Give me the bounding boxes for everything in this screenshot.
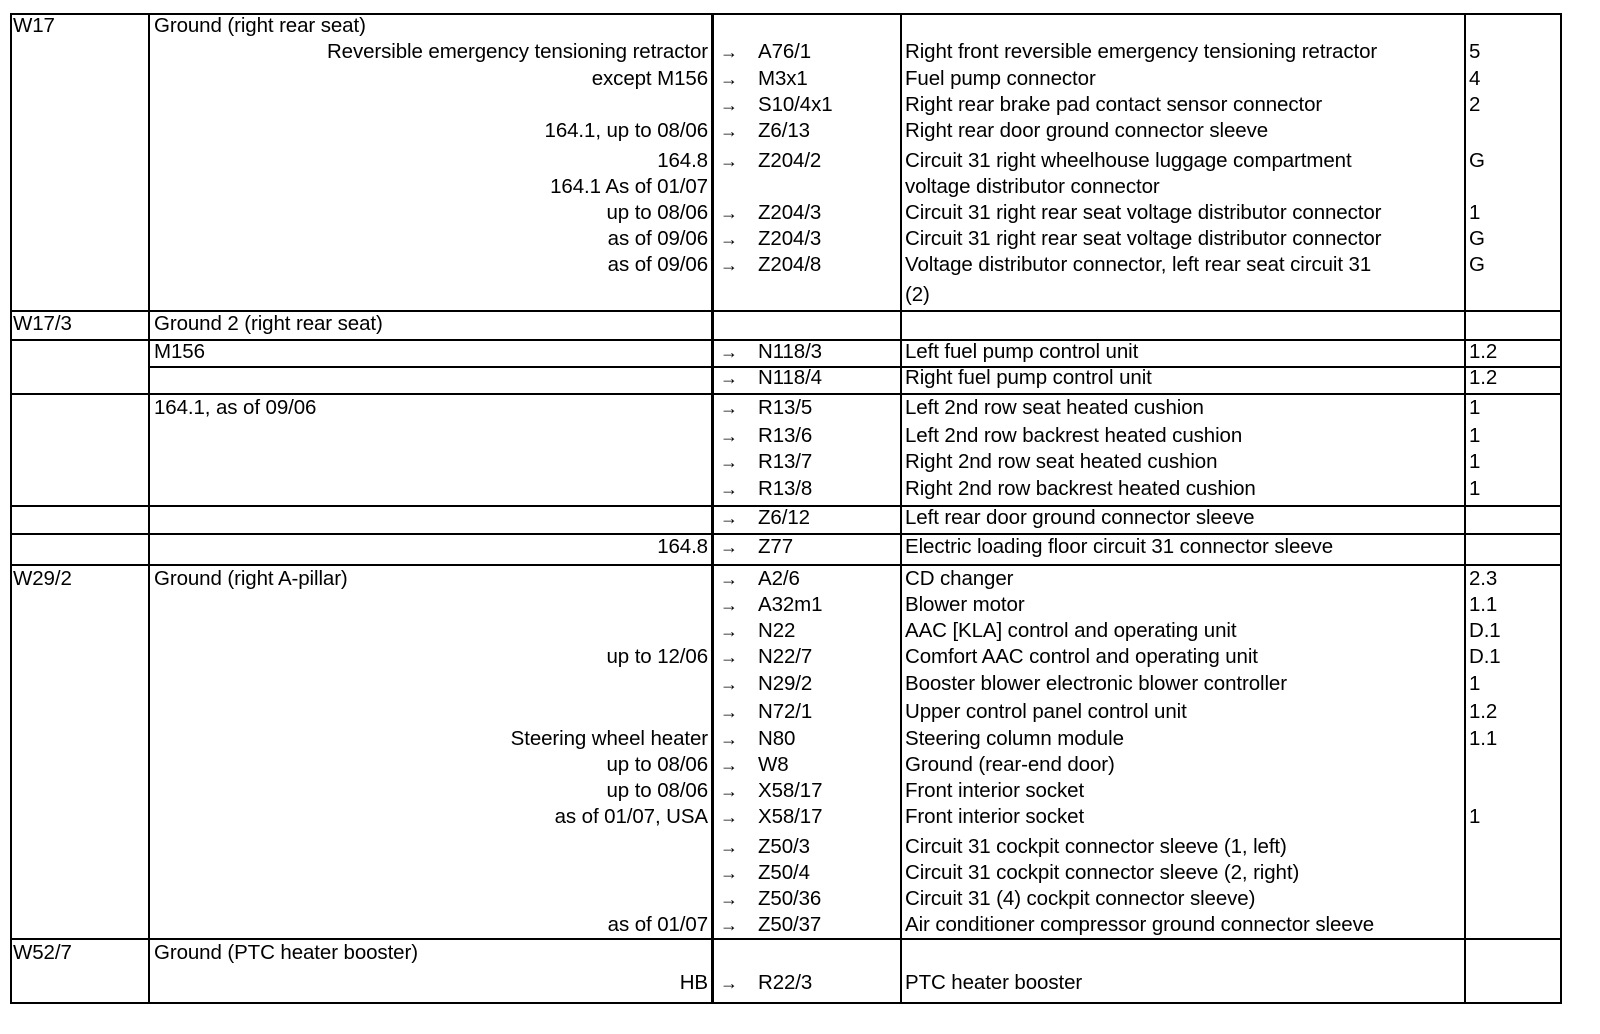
reference-value: 1.1 xyxy=(1469,727,1498,750)
arrow-icon: → xyxy=(720,537,738,557)
component-description: Circuit 31 right rear seat voltage distributor connector xyxy=(905,201,1382,224)
component-description: Circuit 31 right rear seat voltage distributor connector xyxy=(905,227,1382,250)
condition-text: 164.8 xyxy=(657,535,708,558)
component-code: N72/1 xyxy=(758,700,813,723)
component-description: Booster blower electronic blower controller xyxy=(905,672,1287,695)
arrow-icon: → xyxy=(720,863,738,883)
component-code: Z6/13 xyxy=(758,119,810,142)
component-description: Right front reversible emergency tensioning retractor xyxy=(905,40,1378,63)
arrow-icon: → xyxy=(720,807,738,827)
col-divider-1 xyxy=(148,13,150,1004)
col-divider-3 xyxy=(900,13,902,1004)
arrow-icon: → xyxy=(720,398,738,418)
component-description: Right 2nd row backrest heated cushion xyxy=(905,477,1256,500)
condition-text: Steering wheel heater xyxy=(510,727,708,750)
component-code: Z50/36 xyxy=(758,887,822,910)
section-description: Ground (right rear seat) xyxy=(154,14,366,37)
component-description: Front interior socket xyxy=(905,779,1085,802)
component-description: Steering column module xyxy=(905,727,1124,750)
component-code: A76/1 xyxy=(758,40,812,63)
component-code: Z77 xyxy=(758,535,794,558)
section-id: W29/2 xyxy=(13,567,72,590)
component-code: A2/6 xyxy=(758,567,800,590)
condition-text: except M156 xyxy=(591,67,708,90)
component-code: N29/2 xyxy=(758,672,813,695)
col-divider-2 xyxy=(711,13,714,1004)
reference-value: 1 xyxy=(1469,672,1481,695)
row-rule-partial xyxy=(149,366,1562,368)
component-code: M3x1 xyxy=(758,67,808,90)
condition-text: up to 08/06 xyxy=(606,753,708,776)
group-label: M156 xyxy=(154,340,205,363)
component-code: N80 xyxy=(758,727,796,750)
component-description: Voltage distributor connector, left rear seat circuit 31 xyxy=(905,253,1372,276)
component-code: R13/6 xyxy=(758,424,813,447)
component-description: Electric loading floor circuit 31 connector sleeve xyxy=(905,535,1333,558)
arrow-icon: → xyxy=(720,729,738,749)
component-code: Z204/3 xyxy=(758,201,822,224)
arrow-icon: → xyxy=(720,42,738,62)
component-description: Circuit 31 cockpit connector sleeve (2, right) xyxy=(905,861,1300,884)
condition-text: 164.1 As of 01/07 xyxy=(550,175,708,198)
component-description: Front interior socket xyxy=(905,805,1085,828)
component-description-continued: voltage distributor connector xyxy=(905,175,1160,198)
arrow-icon: → xyxy=(720,229,738,249)
component-description: Blower motor xyxy=(905,593,1025,616)
condition-text: Reversible emergency tensioning retractor xyxy=(326,40,708,63)
arrow-icon: → xyxy=(720,151,738,171)
reference-value: 1 xyxy=(1469,201,1481,224)
reference-value: 1 xyxy=(1469,424,1481,447)
condition-text: up to 08/06 xyxy=(606,779,708,802)
arrow-icon: → xyxy=(720,452,738,472)
component-code: Z50/37 xyxy=(758,913,822,936)
component-code: N22 xyxy=(758,619,796,642)
arrow-icon: → xyxy=(720,621,738,641)
component-code: Z204/2 xyxy=(758,149,822,172)
arrow-icon: → xyxy=(720,342,738,362)
component-description: Air conditioner compressor ground connector sleeve xyxy=(905,913,1375,936)
arrow-icon: → xyxy=(720,595,738,615)
reference-value: 1.1 xyxy=(1469,593,1498,616)
section-id: W17 xyxy=(13,14,55,37)
arrow-icon: → xyxy=(720,508,738,528)
component-code: Z204/8 xyxy=(758,253,822,276)
arrow-icon: → xyxy=(720,569,738,589)
reference-value: G xyxy=(1469,253,1485,276)
component-description-continued: (2) xyxy=(905,283,930,306)
component-description: Left rear door ground connector sleeve xyxy=(905,506,1255,529)
reference-value: 2.3 xyxy=(1469,567,1498,590)
component-code: S10/4x1 xyxy=(758,93,833,116)
component-description: Left 2nd row seat heated cushion xyxy=(905,396,1204,419)
component-description: CD changer xyxy=(905,567,1014,590)
reference-value: 2 xyxy=(1469,93,1481,116)
condition-text: 164.8 xyxy=(657,149,708,172)
arrow-icon: → xyxy=(720,915,738,935)
component-description: Upper control panel control unit xyxy=(905,700,1187,723)
section-description: Ground (right A-pillar) xyxy=(154,567,348,590)
reference-value: 1 xyxy=(1469,477,1481,500)
component-description: Ground (rear-end door) xyxy=(905,753,1115,776)
reference-value: G xyxy=(1469,149,1485,172)
reference-value: G xyxy=(1469,227,1485,250)
component-description: Right rear door ground connector sleeve xyxy=(905,119,1269,142)
arrow-icon: → xyxy=(720,255,738,275)
arrow-icon: → xyxy=(720,889,738,909)
border-left xyxy=(10,13,12,1004)
component-code: Z50/3 xyxy=(758,835,810,858)
section-description: Ground (PTC heater booster) xyxy=(154,941,418,964)
arrow-icon: → xyxy=(720,781,738,801)
component-description: Circuit 31 right wheelhouse luggage compartment xyxy=(905,149,1352,172)
condition-text: as of 09/06 xyxy=(607,253,708,276)
component-description: Fuel pump connector xyxy=(905,67,1096,90)
arrow-icon: → xyxy=(720,203,738,223)
group-label: 164.1, as of 09/06 xyxy=(154,396,317,419)
row-rule xyxy=(10,1002,1562,1004)
col-divider-4 xyxy=(1464,13,1466,1004)
component-code: X58/17 xyxy=(758,805,823,828)
component-code: R13/7 xyxy=(758,450,813,473)
component-code: N22/7 xyxy=(758,645,813,668)
component-code: Z204/3 xyxy=(758,227,822,250)
component-code: N118/4 xyxy=(758,366,822,389)
component-code: W8 xyxy=(758,753,789,776)
row-rule xyxy=(10,564,1562,566)
condition-text: as of 01/07, USA xyxy=(554,805,708,828)
component-code: R22/3 xyxy=(758,971,813,994)
reference-value: 1 xyxy=(1469,450,1481,473)
condition-text: as of 01/07 xyxy=(607,913,708,936)
component-description: Right rear brake pad contact sensor connector xyxy=(905,93,1323,116)
reference-value: 1.2 xyxy=(1469,700,1498,723)
component-description: Comfort AAC control and operating unit xyxy=(905,645,1258,668)
condition-text: up to 12/06 xyxy=(606,645,708,668)
component-code: R13/8 xyxy=(758,477,813,500)
condition-text: up to 08/06 xyxy=(606,201,708,224)
component-description: Right fuel pump control unit xyxy=(905,366,1152,389)
arrow-icon: → xyxy=(720,702,738,722)
reference-value: 1 xyxy=(1469,396,1481,419)
component-description: Circuit 31 cockpit connector sleeve (1, left) xyxy=(905,835,1287,858)
condition-text: as of 09/06 xyxy=(607,227,708,250)
reference-value: 5 xyxy=(1469,40,1481,63)
condition-text: HB xyxy=(679,971,708,994)
reference-value: 4 xyxy=(1469,67,1481,90)
component-code: Z6/12 xyxy=(758,506,810,529)
arrow-icon: → xyxy=(720,647,738,667)
arrow-icon: → xyxy=(720,973,738,993)
component-code: X58/17 xyxy=(758,779,823,802)
condition-text: 164.1, up to 08/06 xyxy=(544,119,708,142)
arrow-icon: → xyxy=(720,837,738,857)
arrow-icon: → xyxy=(720,426,738,446)
border-right xyxy=(1560,13,1562,1004)
row-rule xyxy=(10,393,1562,395)
component-description: Left fuel pump control unit xyxy=(905,340,1139,363)
arrow-icon: → xyxy=(720,368,738,388)
component-description: Left 2nd row backrest heated cushion xyxy=(905,424,1243,447)
reference-value: 1.2 xyxy=(1469,366,1498,389)
arrow-icon: → xyxy=(720,95,738,115)
arrow-icon: → xyxy=(720,674,738,694)
section-id: W17/3 xyxy=(13,312,72,335)
component-description: PTC heater booster xyxy=(905,971,1083,994)
component-code: R13/5 xyxy=(758,396,813,419)
arrow-icon: → xyxy=(720,755,738,775)
component-code: Z50/4 xyxy=(758,861,810,884)
arrow-icon: → xyxy=(720,479,738,499)
component-description: AAC [KLA] control and operating unit xyxy=(905,619,1237,642)
arrow-icon: → xyxy=(720,69,738,89)
reference-value: D.1 xyxy=(1469,645,1501,668)
reference-value: 1 xyxy=(1469,805,1481,828)
section-description: Ground 2 (right rear seat) xyxy=(154,312,383,335)
reference-value: 1.2 xyxy=(1469,340,1498,363)
component-code: A32m1 xyxy=(758,593,823,616)
component-code: N118/3 xyxy=(758,340,822,363)
section-id: W52/7 xyxy=(13,941,72,964)
component-description: Circuit 31 (4) cockpit connector sleeve) xyxy=(905,887,1256,910)
arrow-icon: → xyxy=(720,121,738,141)
reference-value: D.1 xyxy=(1469,619,1501,642)
row-rule xyxy=(10,938,1562,940)
component-description: Right 2nd row seat heated cushion xyxy=(905,450,1218,473)
